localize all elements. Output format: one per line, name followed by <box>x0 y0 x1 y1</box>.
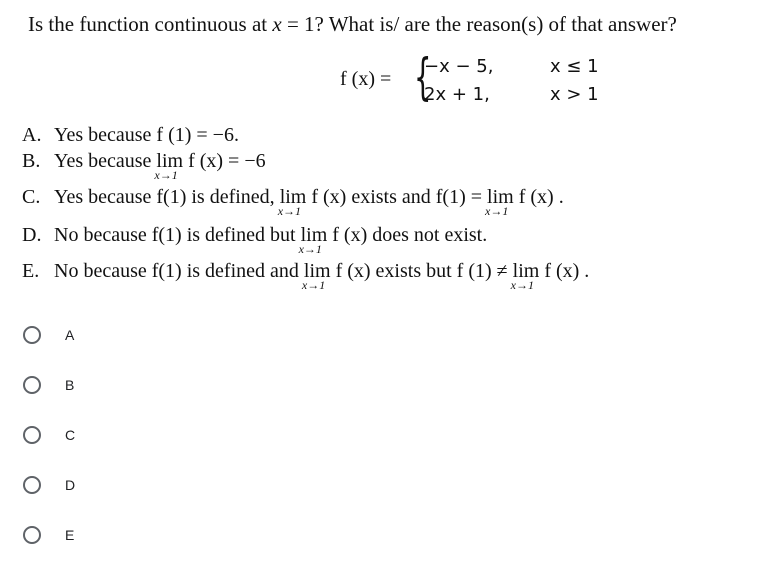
question-variable: x <box>272 12 282 36</box>
option-d-label: D <box>65 477 76 493</box>
piece2-condition: x > 1 <box>550 84 599 105</box>
limit: lim x→1 <box>510 260 540 292</box>
radio-circle-icon[interactable] <box>23 476 41 494</box>
brace-symbol: { <box>414 48 432 106</box>
function-label: f (x) = <box>340 68 392 90</box>
question-prefix: Is the function continuous at <box>28 12 273 36</box>
piece1-expression: −x − 5, <box>424 56 494 77</box>
limit: lim x→1 <box>485 186 514 218</box>
option-e-radio[interactable] <box>23 526 74 544</box>
option-a-label: A <box>65 327 75 343</box>
radio-circle-icon[interactable] <box>23 526 41 544</box>
piece2-expression: 2x + 1, <box>424 84 490 105</box>
limit: lim x→1 <box>154 150 184 182</box>
option-b-radio[interactable] <box>23 376 74 394</box>
limit: lim x→1 <box>298 224 328 256</box>
radio-circle-icon[interactable] <box>23 326 41 344</box>
question-suffix: = 1? What is/ are the reason(s) of that answer? <box>281 12 677 36</box>
option-c-label: C <box>65 427 76 443</box>
radio-circle-icon[interactable] <box>23 426 41 444</box>
option-c-radio[interactable] <box>23 426 75 444</box>
option-e-label: E <box>65 527 75 543</box>
radio-circle-icon[interactable] <box>23 376 41 394</box>
piece1-condition: x ≤ 1 <box>550 56 599 77</box>
question-text <box>28 12 677 37</box>
choice-c-text: C. Yes because f(1) is defined, lim x→1 f (x) exists and f(1) = lim x→1 f (x) . <box>22 186 564 218</box>
choice-a-text: A. Yes because f (1) = −6. <box>22 124 239 146</box>
option-b-label: B <box>65 377 75 393</box>
limit: lim x→1 <box>301 260 331 292</box>
choice-d-text: D. No because f(1) is defined but lim x→1 f (x) does not exist. <box>22 224 488 256</box>
choice-e-text: E. No because f(1) is defined and lim x→1 f (x) exists but f (1) ≠ lim x→1 f (x) . <box>22 260 590 292</box>
option-a-radio[interactable] <box>23 326 74 344</box>
option-d-radio[interactable] <box>23 476 75 494</box>
limit: lim x→1 <box>277 186 307 218</box>
choice-b-text: B. Yes because lim x→1 f (x) = −6 <box>22 150 266 182</box>
